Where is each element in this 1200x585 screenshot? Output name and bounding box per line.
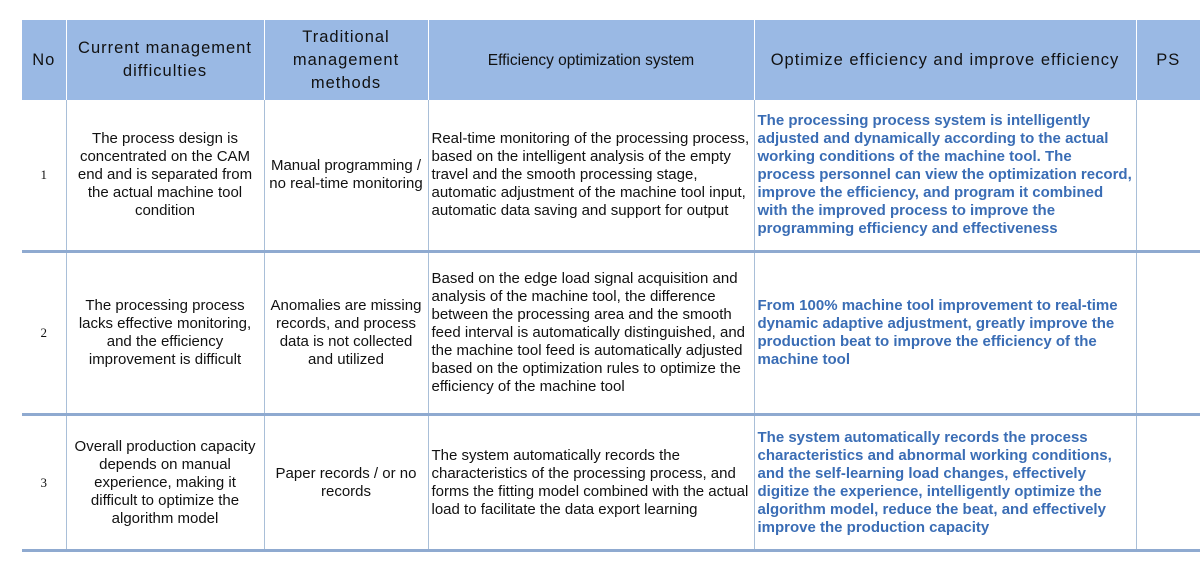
cell-optimize: The processing process system is intelligently adjusted and dynamically according to the actual working conditions of the machine tool. The process personnel can view the optimization record, improve the efficiency, and program it combined with the improved process to improve the programming efficiency and effectiveness	[754, 100, 1136, 252]
cell-no: 2	[22, 252, 66, 415]
header-system: Efficiency optimization system	[428, 20, 754, 100]
cell-system: Based on the edge load signal acquisition and analysis of the machine tool, the difference between the processing area and the smooth feed interval is automatically distinguished, and the machine tool feed is automatically adjusted based on the optimization rules to optimize the efficiency of the machine tool	[428, 252, 754, 415]
cell-ps	[1136, 100, 1200, 252]
cell-system: Real-time monitoring of the processing process, based on the intelligent analysis of the empty travel and the smooth processing stage, automatic adjustment of the machine tool input, automatic data saving and support for output	[428, 100, 754, 252]
cell-traditional: Paper records / or no records	[264, 415, 428, 551]
cell-difficulty: The processing process lacks effective monitoring, and the efficiency improvement is difficult	[66, 252, 264, 415]
header-traditional: Traditional management methods	[264, 20, 428, 100]
cell-optimize: From 100% machine tool improvement to real-time dynamic adaptive adjustment, greatly improve the production beat to improve the efficiency of the machine tool	[754, 252, 1136, 415]
header-difficulties: Current management difficulties	[66, 20, 264, 100]
table-row	[22, 252, 1200, 415]
cell-difficulty: The process design is concentrated on the CAM end and is separated from the actual machine tool condition	[66, 100, 264, 252]
cell-system: The system automatically records the characteristics of the processing process, and forms the fitting model combined with the actual load to facilitate the data export learning	[428, 415, 754, 551]
header-no: No	[22, 20, 66, 100]
cell-ps	[1136, 415, 1200, 551]
table-row	[22, 100, 1200, 252]
cell-ps	[1136, 252, 1200, 415]
header-row	[22, 20, 1200, 100]
comparison-table	[22, 20, 1200, 552]
cell-no: 1	[22, 100, 66, 252]
cell-no: 3	[22, 415, 66, 551]
cell-difficulty: Overall production capacity depends on manual experience, making it difficult to optimize the algorithm model	[66, 415, 264, 551]
header-optimize: Optimize efficiency and improve efficiency	[754, 20, 1136, 100]
table-row	[22, 415, 1200, 551]
cell-traditional: Anomalies are missing records, and process data is not collected and utilized	[264, 252, 428, 415]
header-ps: PS	[1136, 20, 1200, 100]
cell-optimize: The system automatically records the process characteristics and abnormal working conditions, and the self-learning load changes, effectively digitize the experience, intelligently optimize the algorithm model, reduce the beat, and effectively improve the production capacity	[754, 415, 1136, 551]
cell-traditional: Manual programming / no real-time monitoring	[264, 100, 428, 252]
